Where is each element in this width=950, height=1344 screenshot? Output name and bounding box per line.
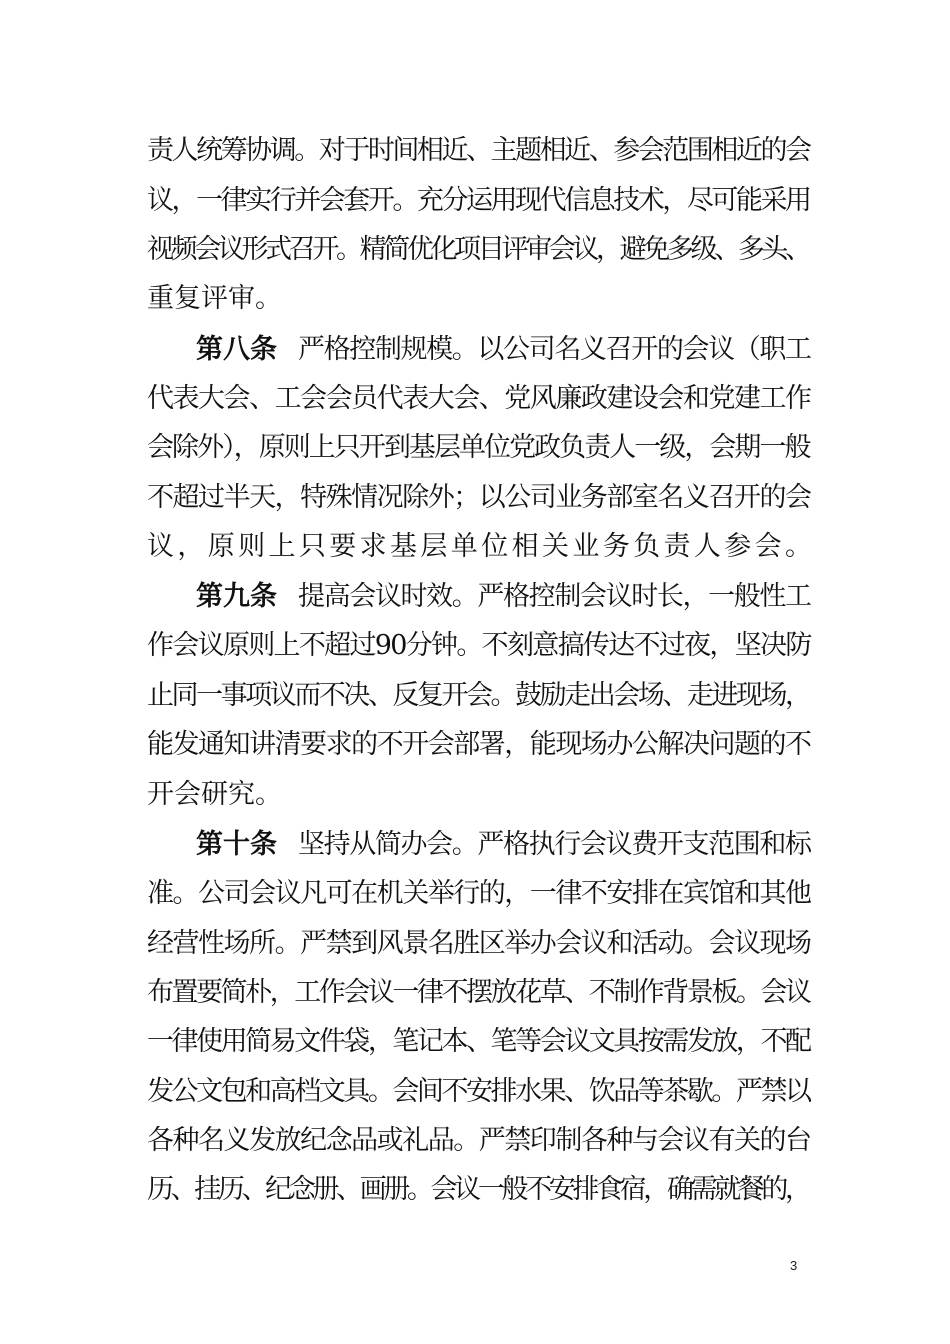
article-9-heading: 第九条: [196, 581, 277, 612]
page-number: 3: [790, 1258, 798, 1273]
text-line: 准。公司会议凡可在机关举行的，一律不安排在宾馆和其他: [147, 878, 811, 909]
text-line: 会除外），原则上只开到基层单位党政负责人一级，会期一般: [147, 432, 810, 463]
article-9-first-line: 第九条 提高会议时效。严格控制会议时长，一般性工: [0, 577, 950, 617]
text-line: 布置要简朴，工作会议一律不摆放花草、不制作背景板。会议: [147, 977, 810, 1008]
text-line: 各种名义发放纪念品或礼品。严禁印制各种与会议有关的台: [147, 1125, 811, 1156]
text-line: 代表大会、工会会员代表大会、党风廉政建设会和党建工作: [147, 383, 811, 414]
article-10-heading: 第十条: [196, 829, 277, 860]
article-10-first-line: 第十条 坚持从简办会。严格执行会议费开支范围和标: [0, 825, 950, 865]
text-line: 历、挂历、纪念册、画册。会议一般不安排食宿，确需就餐的，: [147, 1174, 809, 1205]
article-8-heading: 第八条: [196, 334, 277, 365]
article-8-first-line: 第八条 严格控制规模。以公司名义召开的会议（职工: [0, 330, 950, 370]
text-line: 发公文包和高档文具。会间不安排水果、饮品等茶歇。严禁以: [147, 1076, 810, 1107]
text-line: 议，原则上只要求基层单位相关业务负责人参会。: [147, 531, 816, 562]
text-line: 责人统筹协调。对于时间相近、主题相近、参会范围相近的会: [147, 135, 810, 166]
text-line: 能发通知讲清要求的不开会部署，能现场办公解决问题的不: [147, 729, 811, 760]
text-line: 视频会议形式召开。精简优化项目评审会议，避免多级、多头、: [147, 234, 809, 265]
text-line: 经营性场所。严禁到风景名胜区举办会议和活动。会议现场: [147, 928, 811, 959]
text-line: 重复评审。: [147, 283, 282, 314]
text-line: 议，一律实行并会套开。充分运用现代信息技术，尽可能采用: [147, 185, 810, 216]
text-line: 一律使用简易文件袋，笔记本、笔等会议文具按需发放，不配: [147, 1026, 810, 1057]
text-line: 不超过半天，特殊情况除外；以公司业务部室名义召开的会: [147, 482, 811, 513]
text-line: 开会研究。: [147, 779, 282, 810]
text-line: 止同一事项议而不决、反复开会。鼓励走出会场、走进现场，: [147, 680, 810, 711]
text-line: 作会议原则上不超过90分钟。不刻意搞传达不过夜，坚决防: [147, 630, 811, 661]
